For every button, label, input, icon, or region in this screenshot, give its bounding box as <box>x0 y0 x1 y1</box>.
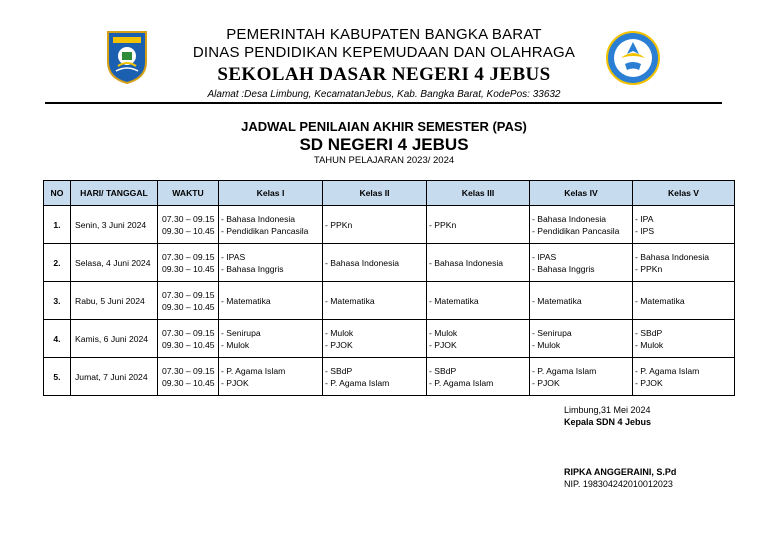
cell-no: 4. <box>44 320 71 358</box>
cell-kelas-3 <box>427 320 530 358</box>
cell-line: - Mulok <box>635 339 664 350</box>
cell-line: - P. Agama Islam <box>325 377 390 388</box>
cell-line: - PPKn <box>325 219 353 230</box>
cell-kelas-5 <box>633 206 735 244</box>
cell-line: 09.30 – 10.45 <box>162 301 215 312</box>
document-title-block <box>0 119 768 167</box>
cell-kelas-4 <box>530 320 633 358</box>
cell-kelas-2 <box>323 282 427 320</box>
cell-line: - PPKn <box>635 263 663 274</box>
table-row <box>44 206 735 244</box>
cell-time <box>158 358 219 396</box>
cell-line: - Matematika <box>429 295 479 306</box>
cell-kelas-2 <box>323 244 427 282</box>
cell-line: - P. Agama Islam <box>532 365 597 376</box>
cell-kelas-4 <box>530 206 633 244</box>
cell-time <box>158 206 219 244</box>
cell-line: - Bahasa Indonesia <box>221 213 296 224</box>
cell-line: 07.30 – 09.15 <box>162 289 215 300</box>
cell-line: - Matematika <box>532 295 582 306</box>
cell-line: - IPAS <box>532 251 557 262</box>
cell-line: 07.30 – 09.15 <box>162 327 215 338</box>
cell-line: - Bahasa Indonesia <box>532 213 607 224</box>
cell-kelas-3 <box>427 244 530 282</box>
cell-day-date: Selasa, 4 Juni 2024 <box>71 244 158 282</box>
cell-line: - Bahasa Indonesia <box>635 251 710 262</box>
cell-line: - PJOK <box>635 377 663 388</box>
table-header-row <box>44 181 735 206</box>
cell-line: - IPS <box>635 225 655 236</box>
cell-kelas-3 <box>427 282 530 320</box>
cell-line: - Bahasa Indonesia <box>325 257 400 268</box>
table-row <box>44 320 735 358</box>
header-kelas-3: Kelas III <box>427 181 530 206</box>
letterhead-department-line: DINAS PENDIDIKAN KEPEMUDAAN DAN OLAHRAGA <box>192 44 576 61</box>
cell-line: - Pendidikan Pancasila <box>532 225 620 236</box>
cell-line: - SBdP <box>635 327 663 338</box>
cell-line: - SBdP <box>429 365 457 376</box>
cell-line: - Mulok <box>325 327 354 338</box>
document-academic-year: TAHUN PELAJARAN 2023/ 2024 <box>313 155 455 166</box>
header-kelas-2: Kelas II <box>323 181 427 206</box>
cell-line: 09.30 – 10.45 <box>162 263 215 274</box>
cell-time <box>158 320 219 358</box>
cell-line: 07.30 – 09.15 <box>162 365 215 376</box>
cell-kelas-1 <box>219 358 323 396</box>
table-row <box>44 358 735 396</box>
cell-line: - Pendidikan Pancasila <box>221 225 309 236</box>
signatory-name: RIPKA ANGGERAINI, S.Pd <box>564 467 677 477</box>
header-no: NO <box>44 181 71 206</box>
cell-line: - PJOK <box>325 339 353 350</box>
header-time: WAKTU <box>158 181 219 206</box>
table-row <box>44 244 735 282</box>
cell-line: - PJOK <box>532 377 560 388</box>
cell-day-date: Senin, 3 Juni 2024 <box>71 206 158 244</box>
cell-line: - Bahasa Inggris <box>221 263 284 274</box>
cell-line: 09.30 – 10.45 <box>162 225 215 236</box>
cell-line: - P. Agama Islam <box>221 365 286 376</box>
cell-line: - PJOK <box>429 339 457 350</box>
cell-kelas-4 <box>530 282 633 320</box>
cell-kelas-2 <box>323 206 427 244</box>
header-kelas-4: Kelas IV <box>530 181 633 206</box>
cell-time <box>158 282 219 320</box>
signature-block <box>564 404 676 490</box>
cell-line: - P. Agama Islam <box>635 365 700 376</box>
cell-kelas-5 <box>633 358 735 396</box>
header-kelas-1: Kelas I <box>219 181 323 206</box>
document-school-title: SD NEGERI 4 JEBUS <box>299 135 469 154</box>
cell-line: 09.30 – 10.45 <box>162 377 215 388</box>
exam-schedule-table <box>43 180 735 396</box>
cell-line: 09.30 – 10.45 <box>162 339 215 350</box>
cell-time <box>158 244 219 282</box>
cell-line: - Senirupa <box>221 327 261 338</box>
cell-kelas-5 <box>633 244 735 282</box>
cell-no: 2. <box>44 244 71 282</box>
cell-no: 1. <box>44 206 71 244</box>
table-body <box>44 206 735 396</box>
cell-line: - Matematika <box>325 295 375 306</box>
cell-kelas-5 <box>633 282 735 320</box>
signature-place-date: Limbung,31 Mei 2024 <box>564 405 651 415</box>
signatory-nip: NIP. 198304242010012023 <box>564 479 673 489</box>
cell-line: - Matematika <box>221 295 271 306</box>
cell-line: 07.30 – 09.15 <box>162 251 215 262</box>
letterhead-government-line: PEMERINTAH KABUPATEN BANGKA BARAT <box>226 26 542 43</box>
cell-kelas-4 <box>530 244 633 282</box>
cell-kelas-1 <box>219 320 323 358</box>
tut-wuri-handayani-emblem-icon <box>605 30 661 86</box>
letterhead-address: Alamat :Desa Limbung, KecamatanJebus, Kab. Bangka Barat, KodePos: 33632 <box>207 89 561 100</box>
cell-kelas-3 <box>427 358 530 396</box>
cell-line: 07.30 – 09.15 <box>162 213 215 224</box>
cell-line: - Bahasa Inggris <box>532 263 595 274</box>
cell-kelas-3 <box>427 206 530 244</box>
header-day-date: HARI/ TANGGAL <box>71 181 158 206</box>
letterhead <box>0 0 768 105</box>
cell-kelas-1 <box>219 206 323 244</box>
bangka-barat-regency-emblem-icon <box>104 28 150 84</box>
cell-kelas-4 <box>530 358 633 396</box>
cell-line: - PJOK <box>221 377 249 388</box>
cell-kelas-1 <box>219 282 323 320</box>
cell-line: - Bahasa Indonesia <box>429 257 504 268</box>
cell-line: - PPKn <box>429 219 457 230</box>
cell-line: - P. Agama Islam <box>429 377 494 388</box>
cell-kelas-2 <box>323 320 427 358</box>
cell-day-date: Kamis, 6 Juni 2024 <box>71 320 158 358</box>
cell-line: - SBdP <box>325 365 353 376</box>
cell-line: - IPA <box>635 213 654 224</box>
table-row <box>44 282 735 320</box>
cell-no: 3. <box>44 282 71 320</box>
document-title: JADWAL PENILAIAN AKHIR SEMESTER (PAS) <box>241 119 527 134</box>
cell-kelas-5 <box>633 320 735 358</box>
cell-line: - Mulok <box>221 339 250 350</box>
cell-day-date: Jumat, 7 Juni 2024 <box>71 358 158 396</box>
cell-kelas-2 <box>323 358 427 396</box>
cell-line: - Matematika <box>635 295 685 306</box>
cell-day-date: Rabu, 5 Juni 2024 <box>71 282 158 320</box>
header-kelas-5: Kelas V <box>633 181 735 206</box>
signature-position: Kepala SDN 4 Jebus <box>564 417 652 427</box>
cell-line: - Senirupa <box>532 327 572 338</box>
cell-no: 5. <box>44 358 71 396</box>
cell-line: - IPAS <box>221 251 246 262</box>
cell-line: - Mulok <box>532 339 561 350</box>
cell-line: - Mulok <box>429 327 458 338</box>
letterhead-divider <box>45 102 722 104</box>
letterhead-school-name: SEKOLAH DASAR NEGERI 4 JEBUS <box>217 64 551 85</box>
cell-kelas-1 <box>219 244 323 282</box>
